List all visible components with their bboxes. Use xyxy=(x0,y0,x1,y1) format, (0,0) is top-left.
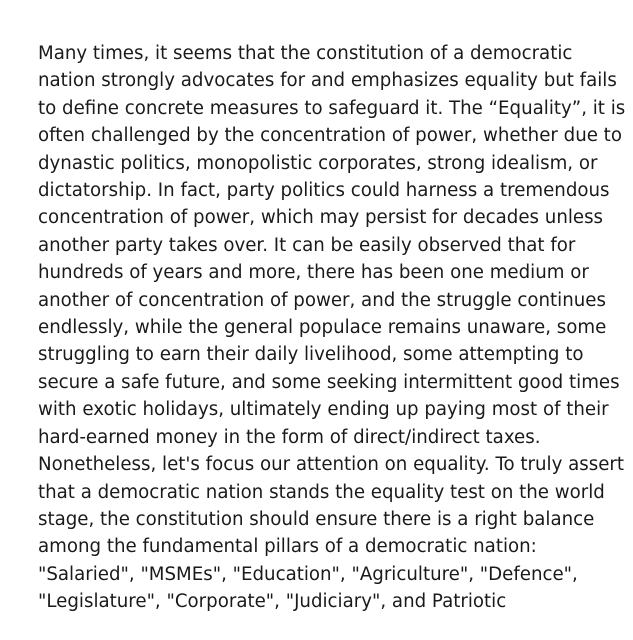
text-line: another party takes over. It can be easily observed that for xyxy=(38,234,576,256)
text-line: with exotic holidays, ultimately ending up paying most of their xyxy=(38,399,609,421)
text-line: dictatorship. In fact, party politics could harness a tremendous xyxy=(38,180,610,202)
text-line: dynastic politics, monopolistic corporates, strong idealism, or xyxy=(38,152,598,174)
text-line: "Salaried", "MSMEs", "Education", "Agriculture", "Defence", xyxy=(38,563,578,585)
text-line: nation strongly advocates for and emphasizes equality but fails xyxy=(38,70,617,92)
text-line: hard-earned money in the form of direct/indirect taxes. xyxy=(38,426,541,448)
text-line: secure a safe future, and some seeking intermittent good times xyxy=(38,371,620,393)
text-line: "Legislature", "Corporate", "Judiciary", and Patriotic xyxy=(38,591,507,613)
body-text xyxy=(38,40,626,616)
text-line: among the fundamental pillars of a democratic nation: xyxy=(38,536,537,558)
text-line: endlessly, while the general populace remains unaware, some xyxy=(38,317,607,339)
text-line: often challenged by the concentration of power, whether due to xyxy=(38,125,622,147)
text-line: another of concentration of power, and the struggle continues xyxy=(38,289,606,311)
text-line: hundreds of years and more, there has been one medium or xyxy=(38,262,589,284)
text-line: struggling to earn their daily livelihood, some attempting to xyxy=(38,344,584,366)
text-line: to define concrete measures to safeguard it. The “Equality”, it is xyxy=(38,97,626,119)
text-line: Nonetheless, let's focus our attention on equality. To truly assert xyxy=(38,454,625,476)
text-line: Many times, it seems that the constitution of a democratic xyxy=(38,43,573,64)
text-line: that a democratic nation stands the equality test on the world xyxy=(38,481,605,503)
text-line: stage, the constitution should ensure there is a right balance xyxy=(38,508,595,530)
text-line: concentration of power, which may persist for decades unless xyxy=(38,207,604,229)
